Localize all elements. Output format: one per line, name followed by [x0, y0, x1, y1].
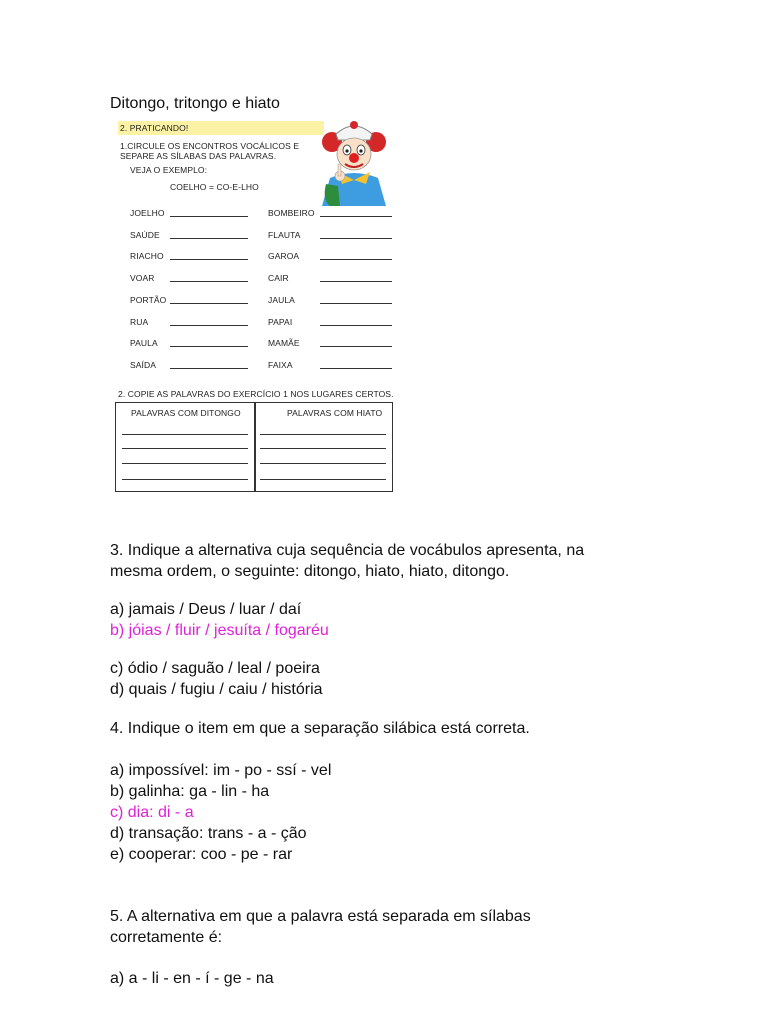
word-right-1: FLAUTA [268, 229, 301, 240]
worksheet-instruction-1: 1.CIRCULE OS ENCONTROS VOCÁLICOS E [120, 141, 300, 151]
answer-blank [320, 325, 392, 326]
table-answer-line [260, 479, 386, 480]
q3-line-2: mesma ordem, o seguinte: ditongo, hiato, hiato, ditongo. [110, 563, 510, 580]
q4-line-1: 4. Indique o item em que a separação silábica está correta. [110, 720, 530, 737]
table-answer-line [260, 434, 386, 435]
word-right-5: PAPAI [268, 316, 293, 327]
q3-option-d: d) quais / fugiu / caiu / história [110, 681, 323, 698]
word-right-0: BOMBEIRO [268, 208, 315, 218]
word-left-1: SAÚDE [130, 229, 160, 240]
table-answer-line [122, 434, 248, 435]
word-left-7: SAÍDA [130, 359, 157, 370]
word-left-6: PAULA [130, 338, 158, 349]
col-header-ditongo: PALAVRAS COM DITONGO [131, 408, 241, 418]
table-answer-line [260, 463, 386, 464]
worksheet-header: 2. PRATICANDO! [120, 123, 189, 133]
q3-option-b: b) jóias / fluir / jesuíta / fogaréu [110, 622, 329, 639]
answer-blank [170, 346, 248, 347]
word-right-6: MAMÃE [268, 338, 300, 349]
q3-option-a: a) jamais / Deus / luar / daí [110, 601, 302, 618]
q5-option-a: a) a - li - en - í - ge - na [110, 970, 274, 987]
q4-option-a: a) impossível: im - po - ssí - vel [110, 762, 332, 779]
q3-line-1: 3. Indique a alternativa cuja sequência de vocábulos apresenta, na [110, 542, 585, 559]
answer-table-divider [254, 402, 256, 492]
word-left-0: JOELHO [130, 208, 165, 218]
answer-blank [170, 259, 248, 260]
answer-blank [170, 368, 248, 369]
answer-blank [170, 238, 248, 239]
answer-blank [320, 238, 392, 239]
clown-icon [316, 120, 394, 206]
answer-blank [320, 281, 392, 282]
table-answer-line [260, 448, 386, 449]
word-right-3: CAIR [268, 273, 289, 284]
word-left-4: PORTÃO [130, 294, 167, 305]
answer-blank [320, 368, 392, 369]
q5-line-2: corretamente é: [110, 929, 223, 946]
word-left-2: RIACHO [130, 251, 164, 262]
page-title: Ditongo, tritongo e hiato [110, 95, 280, 112]
q4-option-e: e) cooperar: coo - pe - rar [110, 846, 293, 863]
word-right-4: JAULA [268, 294, 295, 305]
worksheet-instruction-2: SEPARE AS SÍLABAS DAS PALAVRAS. [120, 151, 277, 161]
q4-option-d: d) transação: trans - a - ção [110, 825, 307, 842]
word-right-2: GAROA [268, 251, 300, 262]
word-left-5: RUA [130, 316, 149, 327]
q4-option-c: c) dia: di - a [110, 804, 194, 821]
answer-blank [170, 325, 248, 326]
answer-blank [320, 303, 392, 304]
copy-instruction: 2. COPIE AS PALAVRAS DO EXERCÍCIO 1 NOS LUGARES CERTOS. [118, 389, 394, 399]
q5-line-1: 5. A alternativa em que a palavra está separada em sílabas [110, 908, 531, 925]
worksheet-example: COELHO = CO-E-LHO [170, 182, 259, 192]
table-answer-line [122, 479, 248, 480]
word-left-3: VOAR [130, 273, 155, 284]
worksheet-image [110, 118, 394, 492]
answer-blank [170, 216, 248, 217]
worksheet-example-label: VEJA O EXEMPLO: [130, 165, 208, 175]
answer-blank [320, 346, 392, 347]
col-header-hiato: PALAVRAS COM HIATO [287, 408, 383, 418]
word-right-7: FAIXA [268, 359, 293, 370]
table-answer-line [122, 448, 248, 449]
answer-blank [170, 303, 248, 304]
answer-blank [320, 216, 392, 217]
q3-option-c: c) ódio / saguão / leal / poeira [110, 660, 320, 677]
answer-blank [170, 281, 248, 282]
table-answer-line [122, 463, 248, 464]
answer-blank [320, 259, 392, 260]
q4-option-b: b) galinha: ga - lin - ha [110, 783, 270, 800]
